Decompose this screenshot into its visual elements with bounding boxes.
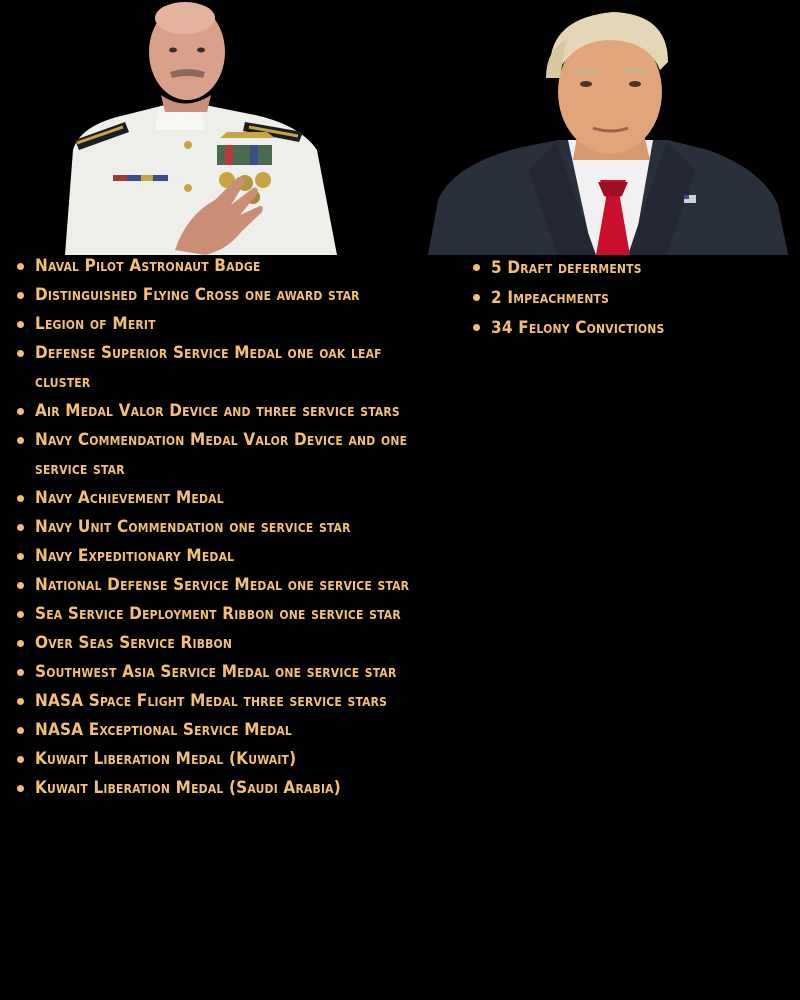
list-item: NASA Exceptional Service Medal xyxy=(15,716,410,745)
list-item: Kuwait Liberation Medal (Kuwait) xyxy=(15,745,410,774)
list-item: 2 Impeachments xyxy=(471,283,791,313)
list-item: Defense Superior Service Medal one oak leaf cluster xyxy=(15,339,410,397)
list-item: Over Seas Service Ribbon xyxy=(15,629,410,658)
list-item: Kuwait Liberation Medal (Saudi Arabia) xyxy=(15,774,410,803)
list-item: Navy Commendation Medal Valor Device and one service star xyxy=(15,426,410,484)
list-item: Legion of Merit xyxy=(15,310,410,339)
right-record-list xyxy=(471,253,791,343)
list-item: 34 Felony Convictions xyxy=(471,313,791,343)
list-item: Navy Unit Commendation one service star xyxy=(15,513,410,542)
list-item: Naval Pilot Astronaut Badge xyxy=(15,252,410,281)
list-item: NASA Space Flight Medal three service stars xyxy=(15,687,410,716)
list-item: Navy Achievement Medal xyxy=(15,484,410,513)
list-item: 5 Draft deferments xyxy=(471,253,791,283)
suit-man-photo xyxy=(428,0,790,255)
list-item: Southwest Asia Service Medal one service star xyxy=(15,658,410,687)
naval-officer-photo xyxy=(55,0,345,255)
list-item: Sea Service Deployment Ribbon one service star xyxy=(15,600,410,629)
left-achievements-list xyxy=(15,252,410,803)
list-item: Air Medal Valor Device and three service stars xyxy=(15,397,410,426)
list-item: National Defense Service Medal one service star xyxy=(15,571,410,600)
list-item: Navy Expeditionary Medal xyxy=(15,542,410,571)
list-item: Distinguished Flying Cross one award star xyxy=(15,281,410,310)
